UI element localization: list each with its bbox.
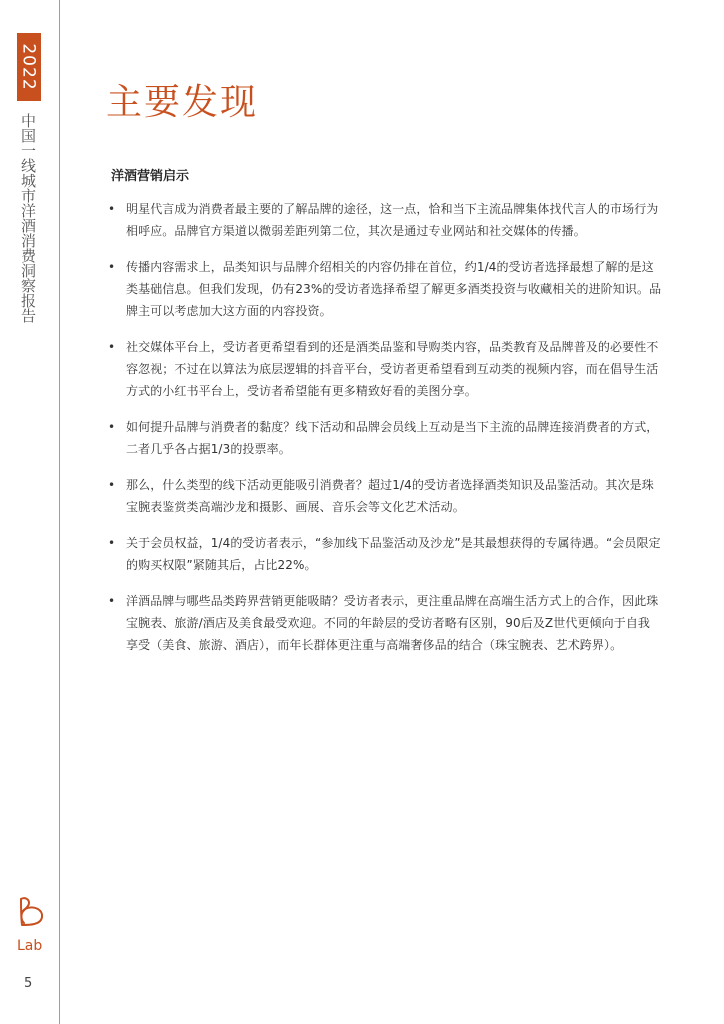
sidebar-divider	[59, 0, 60, 1024]
brand-logo-icon	[15, 895, 47, 929]
finding-item	[106, 198, 662, 242]
findings-list	[106, 198, 662, 670]
finding-text: 明星代言成为消费者最主要的了解品牌的途径，这一点，恰和当下主流品牌集体找代言人的市场行为相呼应。品牌官方渠道以微弱差距列第二位，其次是通过专业网站和社交媒体的传播。	[126, 202, 659, 238]
bullet-icon: •	[108, 202, 116, 216]
page-title: 主要发现	[106, 82, 259, 123]
logo-label: Lab	[17, 938, 43, 954]
bullet-icon: •	[108, 420, 116, 434]
bullet-icon: •	[108, 536, 116, 550]
finding-text: 社交媒体平台上，受访者更希望看到的还是酒类品鉴和导购类内容，品类教育及品牌普及的必要性不容忽视；不过在以算法为底层逻辑的抖音平台，受访者更希望看到互动类的视频内容，而在倡导生活方式的小红书平台上，受访者希望能有更多精致好看的美图分享。	[126, 340, 659, 398]
finding-item	[106, 532, 662, 576]
finding-text: 那么，什么类型的线下活动更能吸引消费者？超过1/4的受访者选择酒类知识及品鉴活动。其次是珠宝腕表鉴赏类高端沙龙和摄影、画展、音乐会等文化艺术活动。	[126, 478, 654, 514]
report-vertical-title: 中国一线城市洋酒消费洞察报告	[19, 113, 37, 323]
finding-item	[106, 256, 662, 322]
page-number: 5	[24, 976, 33, 991]
finding-item	[106, 416, 662, 460]
finding-item	[106, 590, 662, 656]
year-badge	[17, 33, 41, 101]
finding-text: 传播内容需求上，品类知识与品牌介绍相关的内容仍排在首位，约1/4的受访者选择最想了解的是这类基础信息。但我们发现，仍有23%的受访者选择希望了解更多酒类投资与收藏相关的进阶知识。品牌主可以考虑加大这方面的内容投资。	[126, 260, 662, 318]
finding-item	[106, 336, 662, 402]
bullet-icon: •	[108, 260, 116, 274]
bullet-icon: •	[108, 594, 116, 608]
section-heading: 洋酒营销启示	[111, 169, 190, 184]
finding-text: 如何提升品牌与消费者的黏度？线下活动和品牌会员线上互动是当下主流的品牌连接消费者的方式，二者几乎各占据1/3的投票率。	[126, 420, 659, 456]
finding-text: 关于会员权益，1/4的受访者表示，“参加线下品鉴活动及沙龙”是其最想获得的专属待遇。“会员限定的购买权限”紧随其后，占比22%。	[126, 536, 661, 572]
bullet-icon: •	[108, 478, 116, 492]
finding-text: 洋酒品牌与哪些品类跨界营销更能吸睛？受访者表示，更注重品牌在高端生活方式上的合作，因此珠宝腕表、旅游/酒店及美食最受欢迎。不同的年龄层的受访者略有区别，90后及Z世代更倾向于自我享受（美食、旅游、酒店），而年长群体更注重与高端奢侈品的结合（珠宝腕表、艺术跨界）。	[126, 594, 659, 652]
year-text: 2022	[19, 43, 40, 91]
finding-item	[106, 474, 662, 518]
bullet-icon: •	[108, 340, 116, 354]
